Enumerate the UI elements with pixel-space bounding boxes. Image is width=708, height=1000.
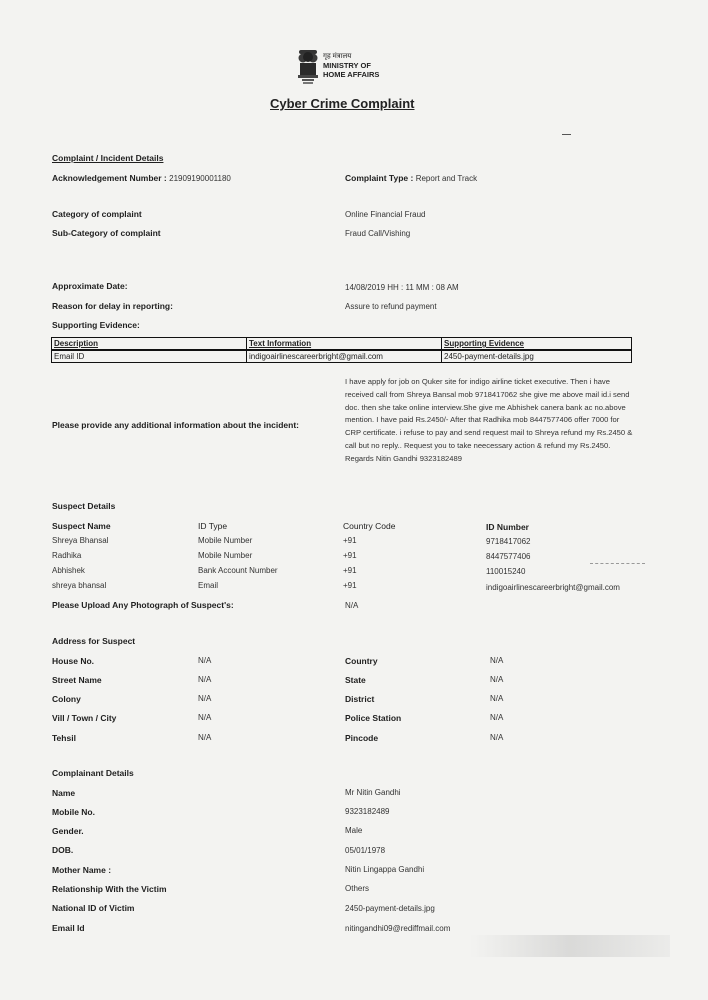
complainant-label: Mobile No. — [52, 807, 95, 817]
address-value: N/A — [198, 675, 212, 684]
suspect-idnumber: indigoairlinescareerbright@gmail.com — [486, 583, 620, 592]
complainant-label: Name — [52, 788, 76, 798]
additional-info-text: I have apply for job on Quker site for indigo airline ticket executive. Then i have received call from Shreya Bansal mob 9718417062 she give me above mail id.i send doc. then she take online interview.She give me Abhishek canera bank ac no.above mention. I have paid Rs.2450/- After that Radhika mob 8447577406 offer 7000 for CRP certificate. i refuse to pay and send request mail to Shreya refund my Rs.2450 & call but no reply.. Request you to take neecessary action & refund my Rs.2450. Regards Nitin Gandhi 9323182489 — [345, 377, 633, 463]
suspect-idtype: Mobile Number — [198, 551, 253, 560]
table-header: Text Information — [247, 338, 442, 351]
suspect-idnumber: 8447577406 — [486, 552, 531, 561]
address-section-title: Address for Suspect — [52, 636, 136, 646]
complainant-value: 05/01/1978 — [345, 846, 386, 855]
address-value: N/A — [490, 694, 504, 703]
suspect-name: shreya bhansal — [52, 581, 107, 590]
table-header: Description — [52, 338, 247, 351]
suspect-name: Radhika — [52, 551, 82, 560]
suspect-name: Shreya Bhansal — [52, 536, 109, 545]
table-row — [52, 350, 632, 363]
address-label: District — [345, 694, 375, 704]
complainant-label: DOB. — [52, 845, 74, 855]
address-label: Police Station — [345, 713, 402, 723]
subcategory-label: Sub-Category of complaint — [52, 228, 161, 238]
suspect-idtype: Bank Account Number — [198, 566, 278, 575]
address-label: Street Name — [52, 675, 102, 685]
ack-value: 21909190001180 — [169, 174, 231, 183]
complainant-value: Mr Nitin Gandhi — [345, 788, 401, 797]
suspect-idnumber: 110015240 — [486, 567, 526, 576]
scan-artifact — [470, 935, 670, 957]
complainant-value: 9323182489 — [345, 807, 390, 816]
suspect-photo-value: N/A — [345, 601, 359, 610]
mark — [562, 134, 571, 135]
ack-label-text: Acknowledgement Number : — [52, 173, 167, 183]
national-emblem-icon — [295, 48, 321, 86]
suspect-country: +91 — [343, 536, 357, 545]
additional-info-label: Please provide any additional information about the incident: — [52, 420, 300, 430]
suspect-idtype: Email — [198, 581, 219, 590]
complainant-label: National ID of Victim — [52, 903, 135, 913]
table-header: Supporting Evidence — [442, 338, 632, 351]
ministry-name — [323, 52, 379, 79]
address-value: N/A — [490, 713, 504, 722]
ministry-line2: HOME AFFAIRS — [323, 70, 380, 79]
ministry-line1: MINISTRY OF — [323, 61, 371, 70]
complaint-section-title: Complaint / Incident Details — [52, 153, 164, 163]
suspect-header-idtype: ID Type — [198, 521, 228, 531]
suspect-header-country: Country Code — [343, 521, 396, 531]
suspect-country: +91 — [343, 581, 357, 590]
category-label: Category of complaint — [52, 209, 142, 219]
complainant-value: 2450-payment-details.jpg — [345, 904, 435, 913]
complaint-type — [345, 173, 477, 183]
table-cell: Email ID — [52, 350, 247, 363]
complainant-value: Male — [345, 826, 363, 835]
complaint-type-label: Complaint Type : — [345, 173, 414, 183]
complainant-label: Gender. — [52, 826, 84, 836]
suspect-idtype: Mobile Number — [198, 536, 253, 545]
table-cell: 2450-payment-details.jpg — [442, 350, 632, 363]
address-label: Vill / Town / City — [52, 713, 117, 723]
complainant-label: Email Id — [52, 923, 85, 933]
complainant-value: nitingandhi09@rediffmail.com — [345, 924, 451, 933]
address-label: Country — [345, 656, 378, 666]
table-cell: indigoairlinescareerbright@gmail.com — [247, 350, 442, 363]
suspect-idnumber: 9718417062 — [486, 537, 531, 546]
address-label: State — [345, 675, 366, 685]
complainant-value: Nitin Lingappa Gandhi — [345, 865, 425, 874]
address-value: N/A — [198, 713, 212, 722]
date-value: 14/08/2019 HH : 11 MM : 08 AM — [345, 283, 459, 292]
suspect-photo-label: Please Upload Any Photograph of Suspect's: — [52, 600, 234, 610]
complainant-value: Others — [345, 884, 370, 893]
suspect-section-title: Suspect Details — [52, 501, 116, 511]
category-value: Online Financial Fraud — [345, 210, 426, 219]
address-value: N/A — [198, 694, 212, 703]
address-value: N/A — [490, 675, 504, 684]
evidence-table — [51, 337, 632, 363]
address-value: N/A — [490, 733, 504, 742]
address-label: House No. — [52, 656, 95, 666]
ack-label — [52, 173, 231, 183]
scan-mark — [590, 563, 645, 565]
suspect-header-name: Suspect Name — [52, 521, 111, 531]
address-label: Tehsil — [52, 733, 76, 743]
date-label: Approximate Date: — [52, 281, 128, 291]
complainant-label: Relationship With the Victim — [52, 884, 167, 894]
delay-label: Reason for delay in reporting: — [52, 301, 173, 311]
suspect-country: +91 — [343, 566, 357, 575]
suspect-country: +91 — [343, 551, 357, 560]
suspect-name: Abhishek — [52, 566, 85, 575]
subcategory-value: Fraud Call/Vishing — [345, 229, 411, 238]
address-value: N/A — [198, 656, 212, 665]
address-label: Pincode — [345, 733, 379, 743]
complainant-label: Mother Name : — [52, 865, 112, 875]
delay-value: Assure to refund payment — [345, 302, 437, 311]
address-value: N/A — [198, 733, 212, 742]
complaint-type-value: Report and Track — [415, 174, 478, 183]
ministry-hindi: गृह मंत्रालय — [323, 53, 352, 60]
address-value: N/A — [490, 656, 504, 665]
suspect-header-idnumber: ID Number — [486, 522, 529, 532]
evidence-label: Supporting Evidence: — [52, 320, 140, 330]
page-title: Cyber Crime Complaint — [270, 96, 415, 111]
address-label: Colony — [52, 694, 81, 704]
table-header-row — [52, 338, 632, 351]
complainant-section-title: Complainant Details — [52, 768, 134, 778]
